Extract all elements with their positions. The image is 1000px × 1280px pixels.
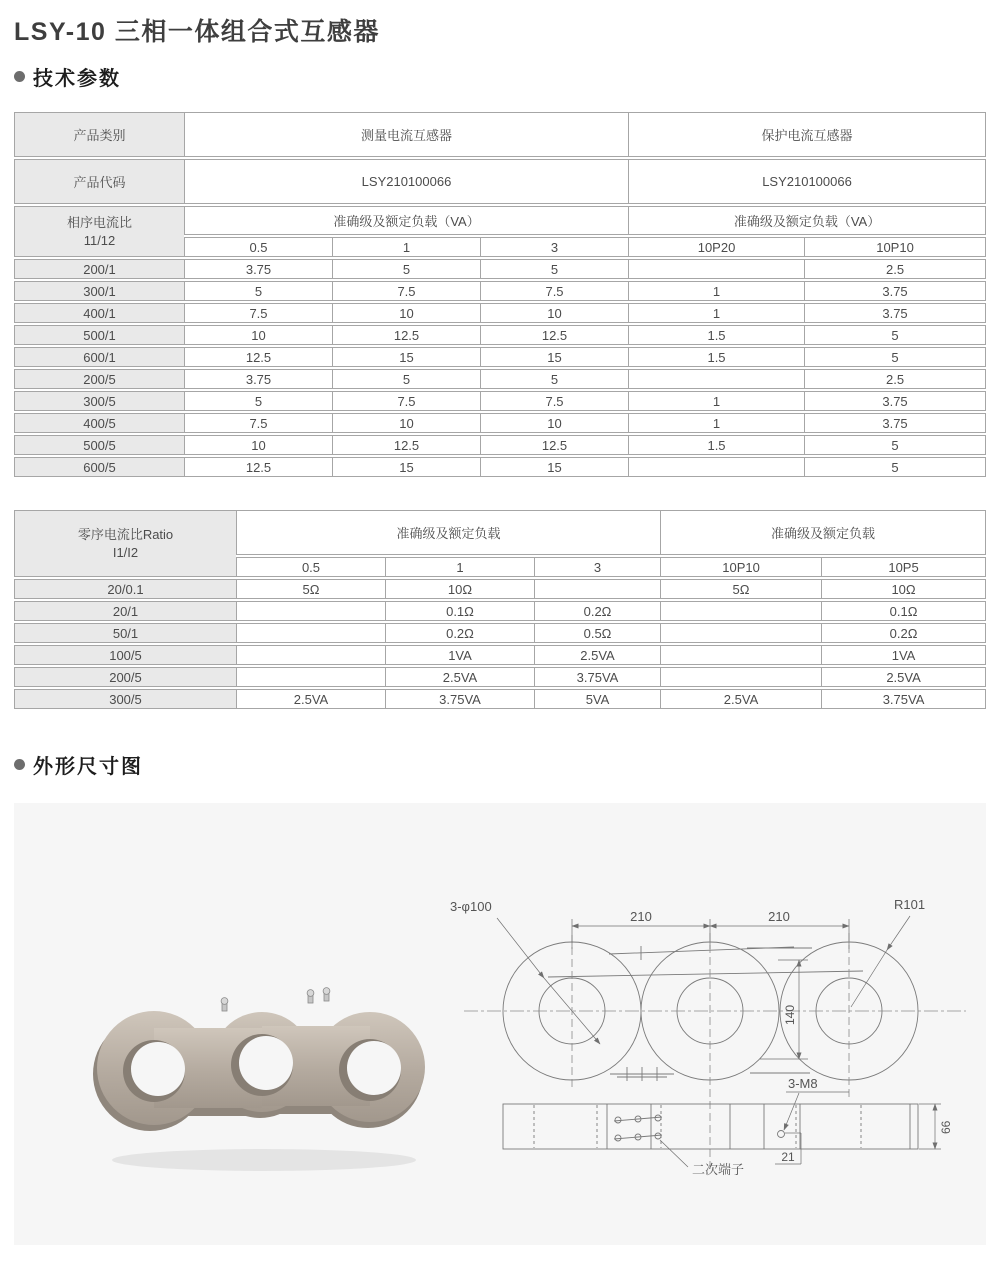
subheader-cell: 10P10 — [660, 557, 821, 577]
value-cell — [534, 579, 660, 599]
value-cell: 5 — [332, 369, 480, 389]
value-cell: 1 — [628, 391, 804, 411]
value-cell: 5 — [804, 457, 986, 477]
value-cell: 2.5 — [804, 369, 986, 389]
row-label-cell: 产品类别 — [14, 112, 184, 157]
table-row — [14, 601, 986, 621]
row-label-cell: 相序电流比 11/12 — [14, 206, 184, 257]
subheader-cell: 0.5 — [184, 237, 332, 257]
table-row — [14, 457, 986, 477]
value-cell: 10 — [332, 413, 480, 433]
value-cell: LSY210100066 — [628, 159, 986, 204]
row-label-cell: 500/1 — [14, 325, 184, 345]
value-cell: 0.2Ω — [534, 601, 660, 621]
value-cell — [236, 667, 385, 687]
group-header-cell: 准确级及额定负载（VA） — [628, 206, 986, 235]
group-header-cell: 准确级及额定负载 — [660, 510, 986, 555]
value-cell: 3.75 — [804, 303, 986, 323]
value-cell: 1.5 — [628, 347, 804, 367]
value-cell: 3.75 — [804, 413, 986, 433]
value-cell: 7.5 — [184, 413, 332, 433]
row-label-cell: 500/5 — [14, 435, 184, 455]
table-row — [14, 689, 986, 709]
value-cell: 12.5 — [184, 457, 332, 477]
section-heading-tech — [14, 62, 121, 91]
value-cell: 1.5 — [628, 435, 804, 455]
value-cell: 5 — [332, 259, 480, 279]
table-row — [14, 303, 986, 323]
value-cell: 5 — [184, 391, 332, 411]
value-cell: 7.5 — [332, 281, 480, 301]
pitch-dim-right: 210 — [768, 909, 790, 924]
bullet-icon — [14, 71, 25, 82]
value-cell: 5 — [480, 259, 628, 279]
section-heading-dimensions-label: 外形尺寸图 — [33, 756, 143, 778]
radius-dim-label: R101 — [894, 897, 926, 912]
value-cell: 3.75 — [804, 281, 986, 301]
row-label-cell: 200/1 — [14, 259, 184, 279]
value-cell: LSY210100066 — [184, 159, 628, 204]
value-cell: 2.5VA — [821, 667, 986, 687]
value-cell: 12.5 — [480, 325, 628, 345]
value-cell: 3.75 — [804, 391, 986, 411]
value-cell — [628, 457, 804, 477]
value-cell: 2.5VA — [660, 689, 821, 709]
value-cell: 10 — [480, 413, 628, 433]
value-cell: 5 — [804, 325, 986, 345]
subheader-cell: 10P10 — [804, 237, 986, 257]
value-cell — [660, 667, 821, 687]
row-label-cell: 200/5 — [14, 369, 184, 389]
row-label-cell: 50/1 — [14, 623, 236, 643]
value-cell: 10Ω — [385, 579, 534, 599]
row-label-cell: 400/1 — [14, 303, 184, 323]
value-cell — [236, 623, 385, 643]
row-label-cell: 300/5 — [14, 689, 236, 709]
value-cell: 10 — [184, 325, 332, 345]
value-cell: 12.5 — [480, 435, 628, 455]
value-cell: 12.5 — [332, 325, 480, 345]
table-row — [14, 413, 986, 433]
screw-dim-label: 3-M8 — [788, 1076, 818, 1091]
drawing-panel — [14, 803, 986, 1245]
value-cell: 5 — [804, 435, 986, 455]
subheader-cell: 1 — [332, 237, 480, 257]
section-heading-tech-label: 技术参数 — [33, 68, 121, 90]
table-row — [14, 281, 986, 301]
value-cell: 7.5 — [332, 391, 480, 411]
row-label-cell: 600/1 — [14, 347, 184, 367]
table-row — [14, 579, 986, 599]
value-cell: 7.5 — [184, 303, 332, 323]
table-row — [14, 347, 986, 367]
value-cell: 0.5Ω — [534, 623, 660, 643]
value-cell — [236, 645, 385, 665]
value-cell: 5Ω — [660, 579, 821, 599]
zero-seq-ct-table — [14, 508, 986, 711]
offset-dim-label: 21 — [781, 1150, 795, 1164]
table-row — [14, 325, 986, 345]
value-cell: 12.5 — [332, 435, 480, 455]
value-cell — [660, 645, 821, 665]
value-cell: 1 — [628, 281, 804, 301]
table-row — [14, 391, 986, 411]
value-cell: 10 — [332, 303, 480, 323]
section-heading-dimensions — [14, 750, 143, 779]
subheader-cell: 3 — [480, 237, 628, 257]
value-cell: 3.75 — [184, 259, 332, 279]
value-cell: 15 — [480, 457, 628, 477]
value-cell: 3.75 — [184, 369, 332, 389]
value-cell: 测量电流互感器 — [184, 112, 628, 157]
table-row — [14, 510, 986, 555]
table-row — [14, 112, 986, 157]
row-label-cell: 300/1 — [14, 281, 184, 301]
value-cell: 保护电流互感器 — [628, 112, 986, 157]
value-cell: 2.5 — [804, 259, 986, 279]
value-cell — [236, 601, 385, 621]
table-row — [14, 645, 986, 665]
table-row — [14, 369, 986, 389]
value-cell: 3.75VA — [385, 689, 534, 709]
row-label-cell: 100/5 — [14, 645, 236, 665]
value-cell: 2.5VA — [385, 667, 534, 687]
value-cell: 10 — [480, 303, 628, 323]
row-label-cell: 产品代码 — [14, 159, 184, 204]
row-label-cell: 20/1 — [14, 601, 236, 621]
value-cell: 7.5 — [480, 281, 628, 301]
value-cell: 7.5 — [480, 391, 628, 411]
value-cell: 3.75VA — [821, 689, 986, 709]
subheader-cell: 1 — [385, 557, 534, 577]
depth-dim-label: 66 — [939, 1120, 953, 1134]
value-cell: 1.5 — [628, 325, 804, 345]
subheader-cell: 10P20 — [628, 237, 804, 257]
phase-ct-table — [14, 110, 986, 479]
value-cell: 15 — [332, 347, 480, 367]
row-label-cell: 20/0.1 — [14, 579, 236, 599]
value-cell: 5 — [804, 347, 986, 367]
value-cell: 1 — [628, 303, 804, 323]
group-header-cell: 准确级及额定负载（VA） — [184, 206, 628, 235]
table-row — [14, 667, 986, 687]
table-row — [14, 206, 986, 235]
value-cell: 5 — [184, 281, 332, 301]
product-photo — [64, 968, 464, 1183]
value-cell — [628, 369, 804, 389]
subheader-cell: 3 — [534, 557, 660, 577]
value-cell: 1VA — [385, 645, 534, 665]
value-cell: 10 — [184, 435, 332, 455]
value-cell: 1VA — [821, 645, 986, 665]
page-title: LSY-10 三相一体组合式互感器 — [14, 18, 380, 46]
subheader-cell: 0.5 — [236, 557, 385, 577]
value-cell: 2.5VA — [534, 645, 660, 665]
table-row — [14, 259, 986, 279]
pitch-dim-left: 210 — [630, 909, 652, 924]
value-cell — [628, 259, 804, 279]
value-cell: 5Ω — [236, 579, 385, 599]
value-cell: 15 — [480, 347, 628, 367]
value-cell: 5VA — [534, 689, 660, 709]
row-label-cell: 200/5 — [14, 667, 236, 687]
row-label-cell: 400/5 — [14, 413, 184, 433]
value-cell: 10Ω — [821, 579, 986, 599]
value-cell — [660, 623, 821, 643]
value-cell: 1 — [628, 413, 804, 433]
row-label-cell: 600/5 — [14, 457, 184, 477]
table-row — [14, 623, 986, 643]
height-dim-label: 140 — [783, 1004, 797, 1025]
bullet-icon — [14, 759, 25, 770]
dimension-drawing — [442, 891, 984, 1225]
value-cell: 0.2Ω — [821, 623, 986, 643]
value-cell: 15 — [332, 457, 480, 477]
value-cell: 3.75VA — [534, 667, 660, 687]
value-cell: 5 — [480, 369, 628, 389]
row-label-cell: 零序电流比Ratio I1/I2 — [14, 510, 236, 577]
value-cell: 0.2Ω — [385, 623, 534, 643]
table-row — [14, 159, 986, 204]
value-cell: 12.5 — [184, 347, 332, 367]
value-cell: 0.1Ω — [821, 601, 986, 621]
row-label-cell: 300/5 — [14, 391, 184, 411]
value-cell: 2.5VA — [236, 689, 385, 709]
subheader-cell: 10P5 — [821, 557, 986, 577]
value-cell — [660, 601, 821, 621]
table-row — [14, 435, 986, 455]
terminals-label: 二次端子 — [692, 1162, 745, 1177]
value-cell: 0.1Ω — [385, 601, 534, 621]
holes-dim-label: 3-φ100 — [450, 899, 492, 914]
group-header-cell: 准确级及额定负载 — [236, 510, 660, 555]
